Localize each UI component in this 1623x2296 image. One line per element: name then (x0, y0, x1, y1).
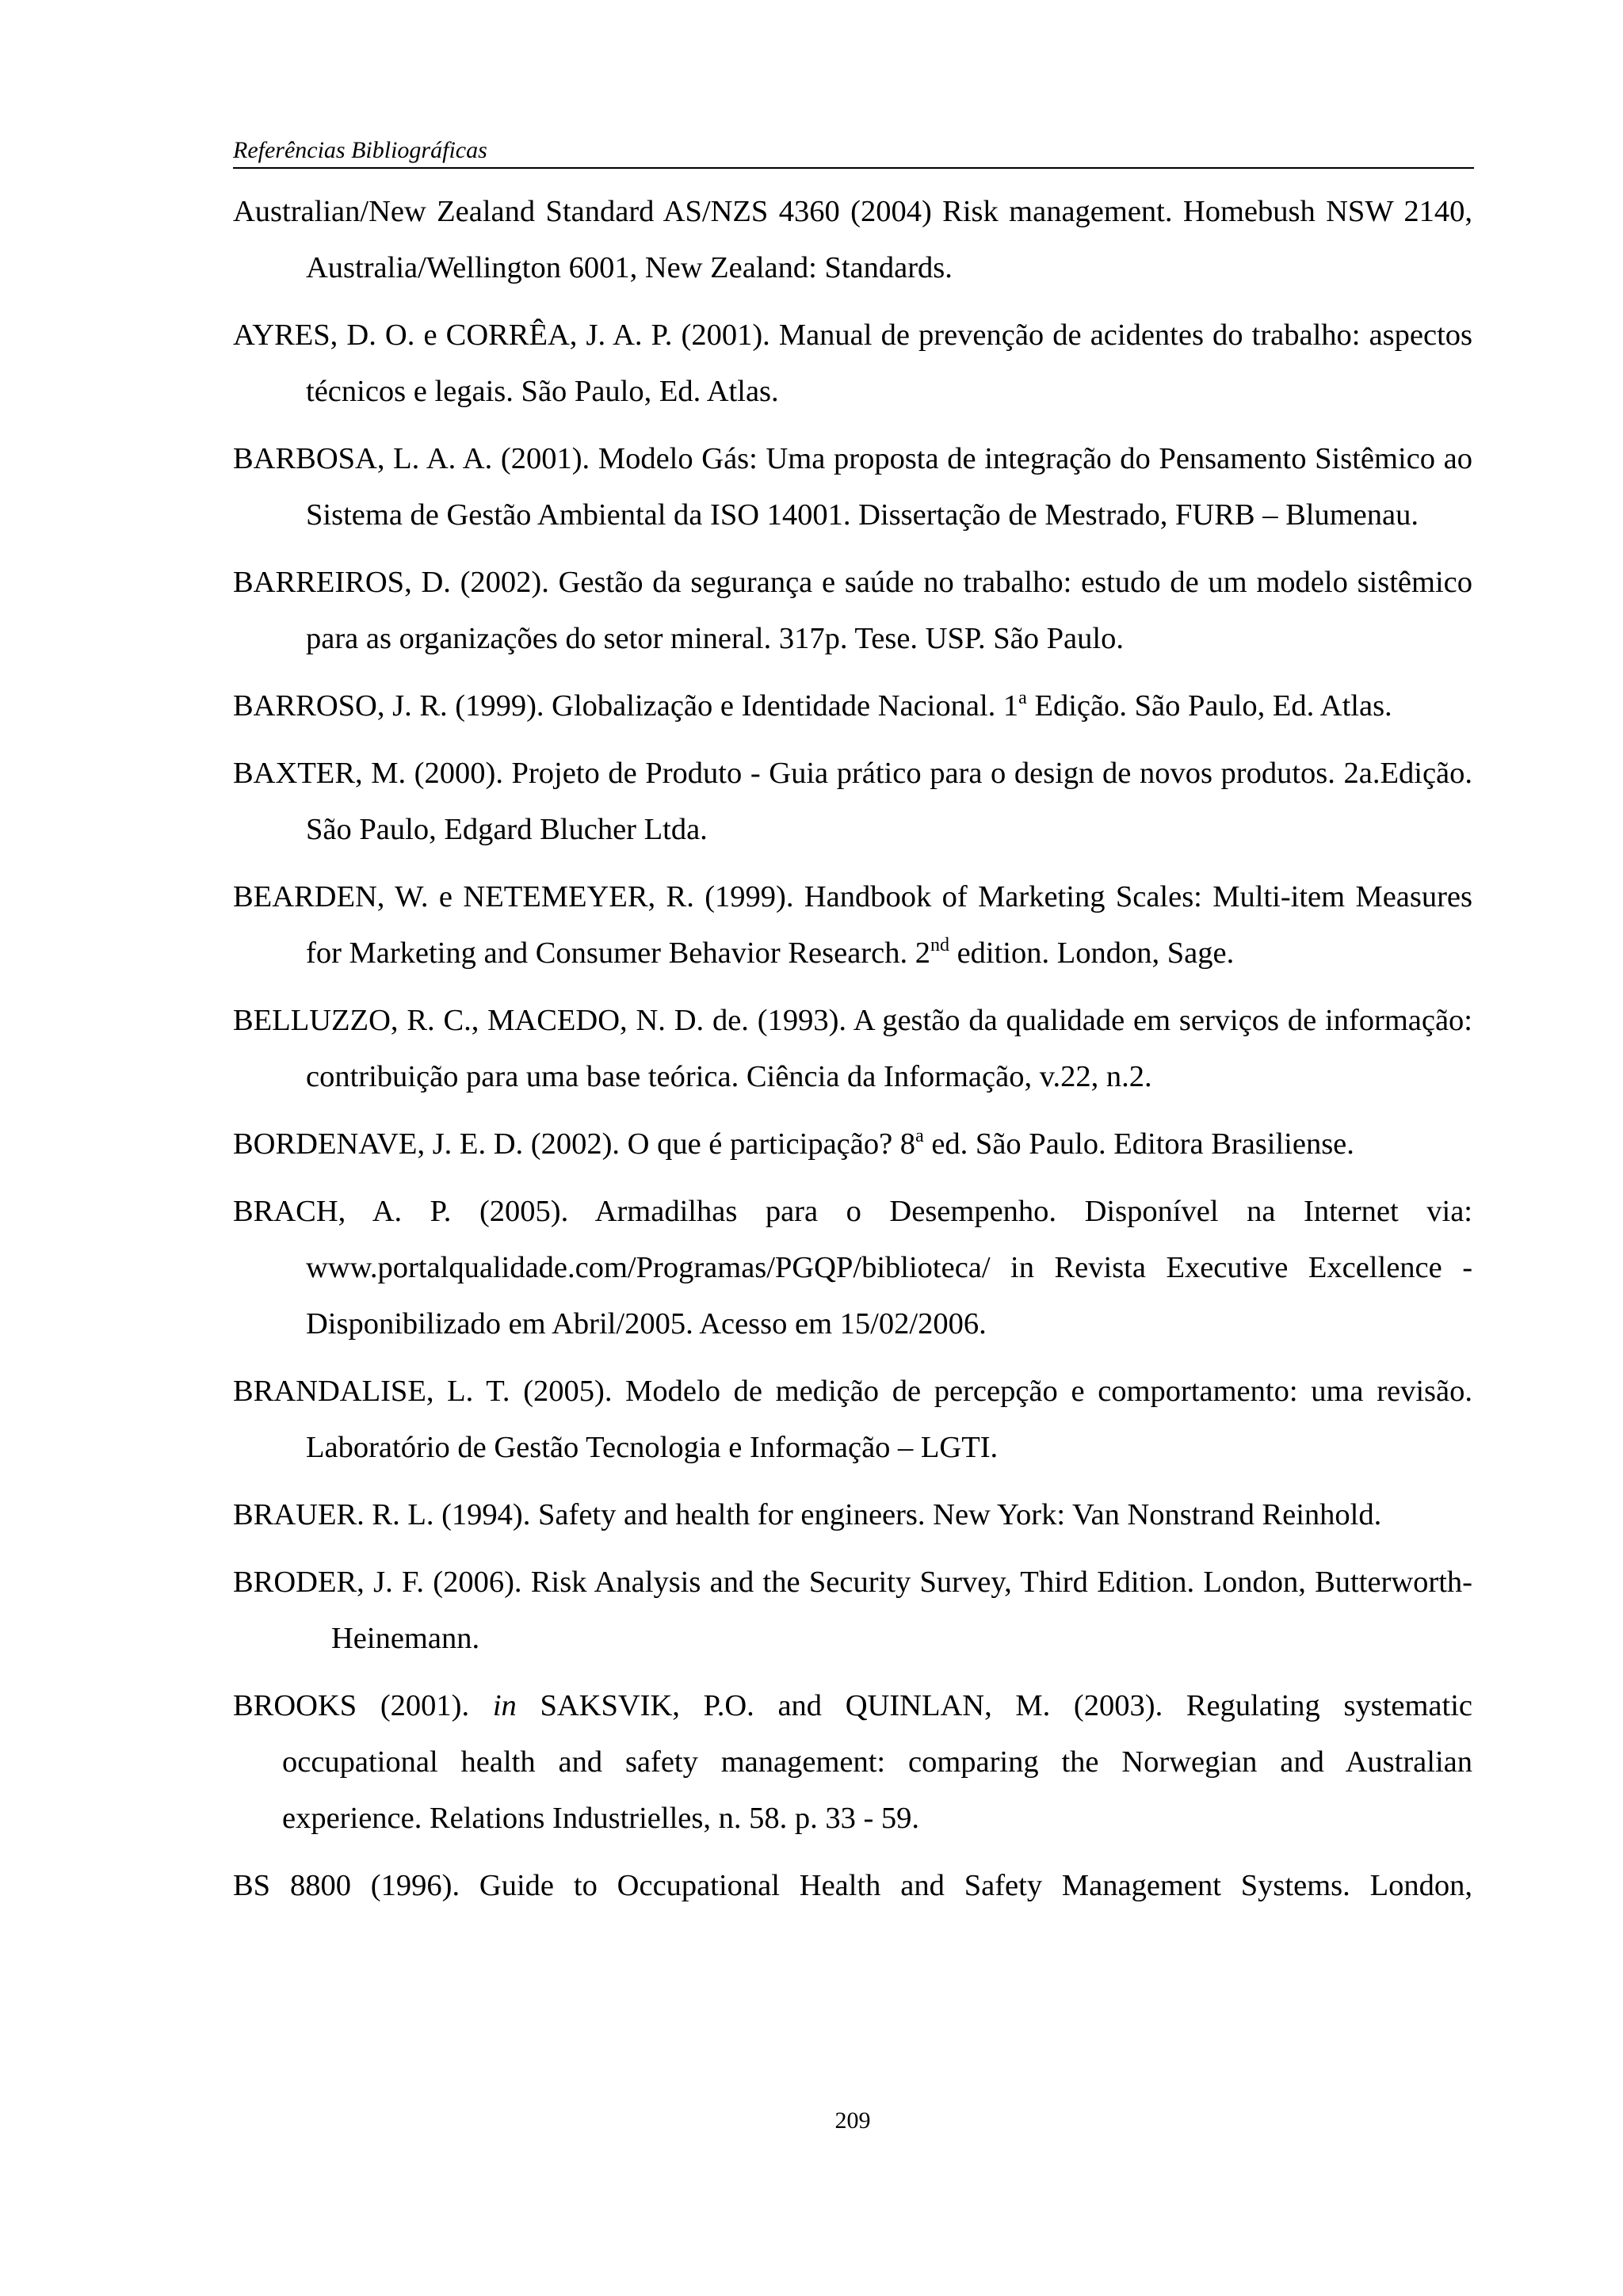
superscript: a (915, 1126, 924, 1146)
reference-entry: BAXTER, M. (2000). Projeto de Produto - Guia prático para o design de novos produtos. 2a.Edição. São Paulo, Edgard Blucher Ltda. (233, 757, 1472, 846)
reference-entry: BORDENAVE, J. E. D. (2002). O que é participação? 8$^a$ ed. São Paulo. Editora Brasiliense. (233, 1126, 1354, 1161)
reference-entry: BRACH, A. P. (2005). Armadilhas para o Desempenho. Disponível na Internet via: www.portalqualidade.com/Programas/PGQP/biblioteca/ in Revista Executive Excellence - Disponibilizado em Abril/2005. Acesso em 15/02/2006. (233, 1195, 1473, 1341)
superscript: a (1018, 688, 1027, 708)
reference-list (233, 184, 1472, 1925)
header-rule (233, 167, 1474, 169)
reference-entry: BARROSO, J. R. (1999). Globalização e Identidade Nacional. 1$^a$ Edição. São Paulo, Ed. Atlas. (233, 688, 1392, 723)
reference-entry: AYRES, D. O. e CORRÊA, J. A. P. (2001). Manual de prevenção de acidentes do trabalho: aspectos técnicos e legais. São Paulo, Ed. Atlas. (233, 318, 1472, 408)
reference-entry: BRANDALISE, L. T. (2005). Modelo de medição de percepção e comportamento: uma revisão. Laboratório de Gestão Tecnologia e Informação – LGTI. (233, 1375, 1472, 1464)
reference-entry: BRAUER. R. L. (1994). Safety and health for engineers. New York: Van Nonstrand Reinhold. (233, 1498, 1382, 1531)
reference-entry: BROOKS (2001). in SAKSVIK, P.O. and QUINLAN, M. (2003). Regulating systematic occupational health and safety management: comparing the Norwegian and Australian experience. Relations Industrielles, n. 58. p. 33 - 59. (233, 1689, 1473, 1835)
italic-in: in (492, 1689, 517, 1722)
reference-entry: BRODER, J. F. (2006). Risk Analysis and the Security Survey, Third Edition. London, Butterworth-Heinemann. (233, 1566, 1472, 1655)
reference-entry: Australian/New Zealand Standard AS/NZS 4360 (2004) Risk management. Homebush NSW 2140, Australia/Wellington 6001, New Zealand: Standards. (233, 195, 1472, 284)
reference-entry: BELLUZZO, R. C., MACEDO, N. D. de. (1993). A gestão da qualidade em serviços de informação: contribuição para uma base teórica. Ciência da Informação, v.22, n.2. (233, 1004, 1472, 1093)
page-number: 209 (834, 2107, 871, 2134)
reference-entry: BARREIROS, D. (2002). Gestão da segurança e saúde no trabalho: estudo de um modelo sistêmico para as organizações do setor mineral. 317p. Tese. USP. São Paulo. (233, 566, 1472, 655)
superscript: nd (930, 935, 949, 955)
reference-entry: BS 8800 (1996). Guide to Occupational Health and Safety Management Systems. London, (233, 1869, 1472, 1902)
reference-entry: BEARDEN, W. e NETEMEYER, R. (1999). Handbook of Marketing Scales: Multi-item Measures for Marketing and Consumer Behavior Research. 2nd edition. London, Sage. (233, 880, 1472, 970)
running-header: Referências Bibliográficas (233, 137, 487, 163)
reference-entry: BARBOSA, L. A. A. (2001). Modelo Gás: Uma proposta de integração do Pensamento Sistêmico ao Sistema de Gestão Ambiental da ISO 14001. Dissertação de Mestrado, FURB – Blumenau. (233, 442, 1472, 532)
